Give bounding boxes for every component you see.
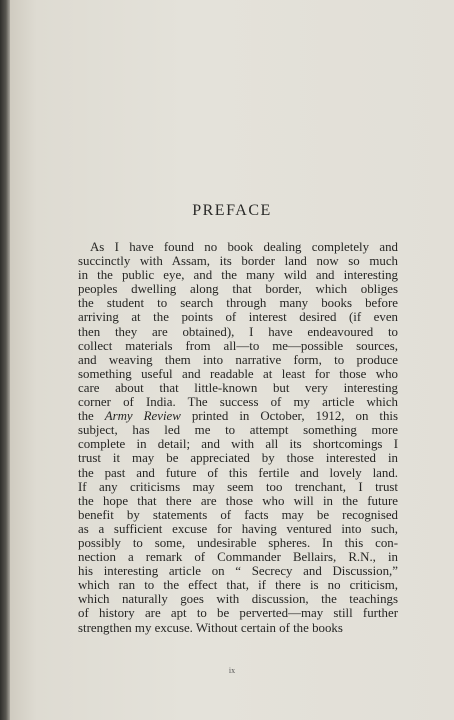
- text-line: his interesting article on “ Secrecy and Discussion,”: [78, 564, 398, 579]
- preface-body: [78, 240, 398, 635]
- text-line: complete in detail; and with all its shortcomings I: [78, 437, 398, 452]
- text-line: something useful and readable at least for those who: [78, 366, 398, 381]
- text-line: nection a remark of Commander Bellairs, R.N., in: [78, 550, 398, 565]
- book-gutter: [0, 0, 10, 720]
- text-line: which naturally goes with discussion, the teachings: [78, 592, 398, 607]
- text-line: care about that little-known but very interesting: [78, 380, 398, 395]
- text-line: which ran to the effect that, if there is no criticism,: [78, 578, 398, 593]
- text-line: as a sufficient excuse for having ventured into such,: [78, 521, 398, 536]
- text-line: the student to search through many books before: [78, 296, 398, 311]
- text-line: strengthen my excuse. Without certain of the books: [78, 620, 343, 635]
- text-line: As I have found no book dealing completely and: [90, 240, 398, 254]
- text-line: trust it may be appreciated by those interested in: [78, 451, 398, 466]
- text-line: possibly to some, undesirable spheres. In this con-: [78, 535, 398, 550]
- text-line: in the public eye, and the many wild and interesting: [78, 268, 398, 283]
- text-line: arriving at the points of interest desired (if even: [78, 310, 398, 325]
- text-line: the hope that there are those who will in the future: [78, 493, 398, 508]
- italic-title: Army Review: [104, 409, 181, 424]
- text-line: peoples dwelling along that border, which obliges: [78, 282, 398, 297]
- text-line: the Army Review printed in October, 1912, on this: [78, 409, 398, 424]
- text-line: collect materials from all—to me—possible sources,: [78, 338, 398, 353]
- text-line: the past and future of this fertile and lovely land.: [78, 465, 398, 480]
- text-line: succinctly with Assam, its border land now so much: [78, 254, 398, 269]
- page-number: ix: [228, 666, 236, 675]
- book-page: [10, 0, 454, 720]
- text-line: If any criticisms may seem too trenchant, I trust: [78, 479, 398, 494]
- text-line: corner of India. The success of my article which: [78, 395, 398, 410]
- text-line: benefit by statements of facts may be recognised: [78, 507, 398, 522]
- text-line: then they are obtained), I have endeavoured to: [78, 324, 398, 339]
- text-line: subject, has led me to attempt something more: [78, 423, 398, 438]
- text-line: and weaving them into narrative form, to produce: [78, 352, 398, 367]
- page-title: PREFACE: [192, 202, 272, 219]
- text-line: of history are apt to be perverted—may still further: [78, 606, 398, 621]
